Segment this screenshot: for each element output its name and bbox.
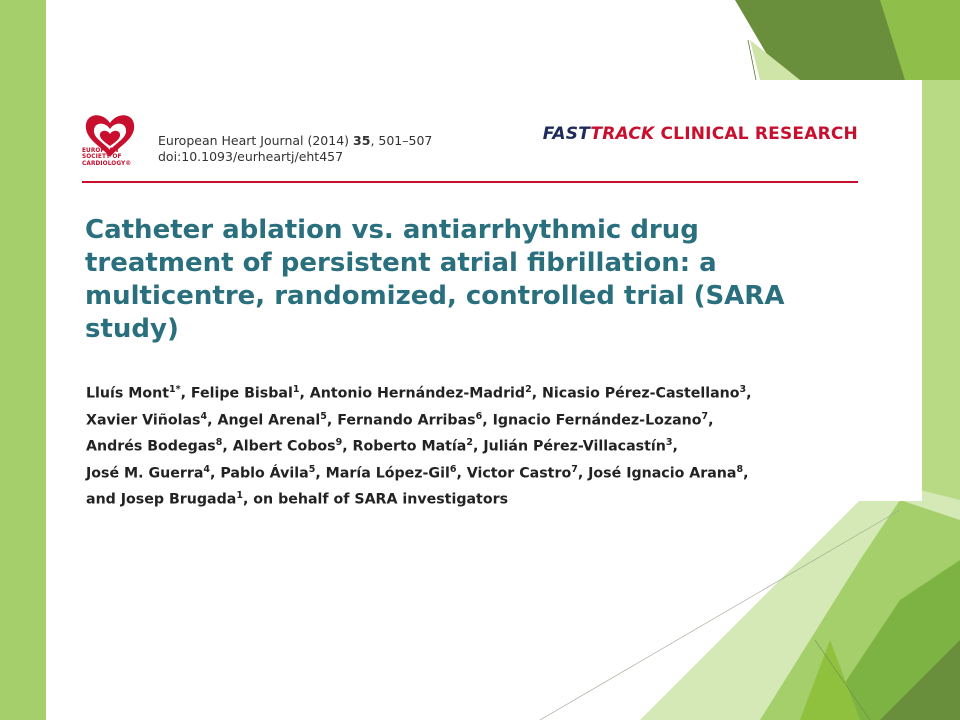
heart-icon bbox=[82, 109, 138, 179]
author-text: , on behalf of SARA investigators bbox=[242, 491, 509, 508]
journal-line bbox=[158, 133, 432, 149]
author-affiliation: 8 bbox=[736, 463, 744, 475]
author-line bbox=[86, 459, 886, 486]
author-affiliation: 7 bbox=[701, 410, 709, 422]
author-line bbox=[86, 406, 886, 433]
section-label bbox=[543, 124, 858, 144]
author-text: , Pablo Ávila bbox=[210, 465, 309, 482]
section-clinical-research: CLINICAL RESEARCH bbox=[654, 124, 858, 144]
author-affiliation: 1 bbox=[236, 490, 243, 502]
author-affiliation: 5 bbox=[308, 463, 316, 475]
author-affiliation: 1* bbox=[169, 384, 181, 395]
author-text: , bbox=[746, 385, 752, 402]
right-edge-strip bbox=[922, 80, 960, 500]
author-text: José M. Guerra bbox=[86, 465, 204, 482]
author-text: , Felipe Bisbal bbox=[180, 385, 293, 402]
section-fast: FAST bbox=[542, 124, 591, 144]
author-affiliation: 4 bbox=[200, 410, 208, 422]
journal-citation bbox=[158, 133, 432, 165]
author-text: , bbox=[672, 438, 678, 455]
author-line bbox=[86, 432, 886, 459]
author-text: Andrés Bodegas bbox=[86, 438, 216, 455]
author-affiliation: 6 bbox=[449, 463, 457, 475]
journal-doi: doi:10.1093/eurheartj/eht457 bbox=[158, 149, 344, 164]
author-affiliation: 7 bbox=[571, 463, 578, 475]
author-text: , Albert Cobos bbox=[222, 438, 336, 455]
paper-title: Catheter ablation vs. antiarrhythmic drug treatment of persistent atrial fibrillation: a multicentre, randomized, controlled trial (SARA study) bbox=[85, 215, 785, 344]
author-affiliation: 4 bbox=[203, 463, 211, 475]
author-affiliation: 8 bbox=[215, 437, 223, 449]
author-list bbox=[86, 379, 886, 512]
journal-pages: , 501–507 bbox=[370, 133, 433, 148]
author-text: and Josep Brugada bbox=[86, 491, 237, 508]
esc-logo-line: CARDIOLOGY® bbox=[82, 160, 132, 167]
author-text: , Ignacio Fernández-Lozano bbox=[482, 412, 702, 429]
author-affiliation: 3 bbox=[739, 384, 747, 395]
author-line bbox=[86, 485, 886, 512]
esc-logo-line: EUROPEAN bbox=[82, 148, 119, 154]
author-affiliation: 9 bbox=[335, 437, 343, 449]
journal-name: European Heart Journal (2014) bbox=[158, 133, 354, 148]
author-affiliation: 3 bbox=[665, 437, 673, 449]
author-text: Xavier Viñolas bbox=[86, 412, 201, 429]
journal-volume: 35 bbox=[353, 133, 371, 148]
author-text: , María López-Gil bbox=[315, 465, 450, 482]
author-affiliation: 6 bbox=[475, 410, 483, 422]
author-text: , Fernando Arribas bbox=[326, 412, 476, 429]
esc-logo-line: SOCIETY OF bbox=[82, 154, 122, 161]
author-line bbox=[86, 379, 886, 406]
author-text: , Roberto Matía bbox=[342, 438, 467, 455]
author-text: , Victor Castro bbox=[456, 465, 572, 482]
author-text: , Angel Arenal bbox=[207, 412, 321, 429]
author-affiliation: 5 bbox=[320, 410, 327, 422]
paper-header-image bbox=[58, 81, 922, 508]
section-track: TRACK bbox=[590, 124, 655, 144]
author-affiliation: 2 bbox=[466, 437, 473, 449]
author-text: , José Ignacio Arana bbox=[577, 465, 737, 482]
author-text: , Nicasio Pérez-Castellano bbox=[531, 385, 740, 402]
author-text: , Antonio Hernández-Madrid bbox=[299, 385, 526, 402]
author-text: , bbox=[743, 465, 749, 482]
author-text: , Julián Pérez-Villacastín bbox=[472, 438, 666, 455]
esc-logo-text bbox=[82, 148, 142, 167]
author-affiliation: 1 bbox=[292, 384, 300, 395]
author-text: , bbox=[708, 412, 714, 429]
left-green-strip bbox=[0, 0, 46, 720]
author-name: Lluís Mont bbox=[86, 385, 169, 402]
header-divider bbox=[82, 181, 858, 183]
author-affiliation: 2 bbox=[525, 384, 532, 395]
